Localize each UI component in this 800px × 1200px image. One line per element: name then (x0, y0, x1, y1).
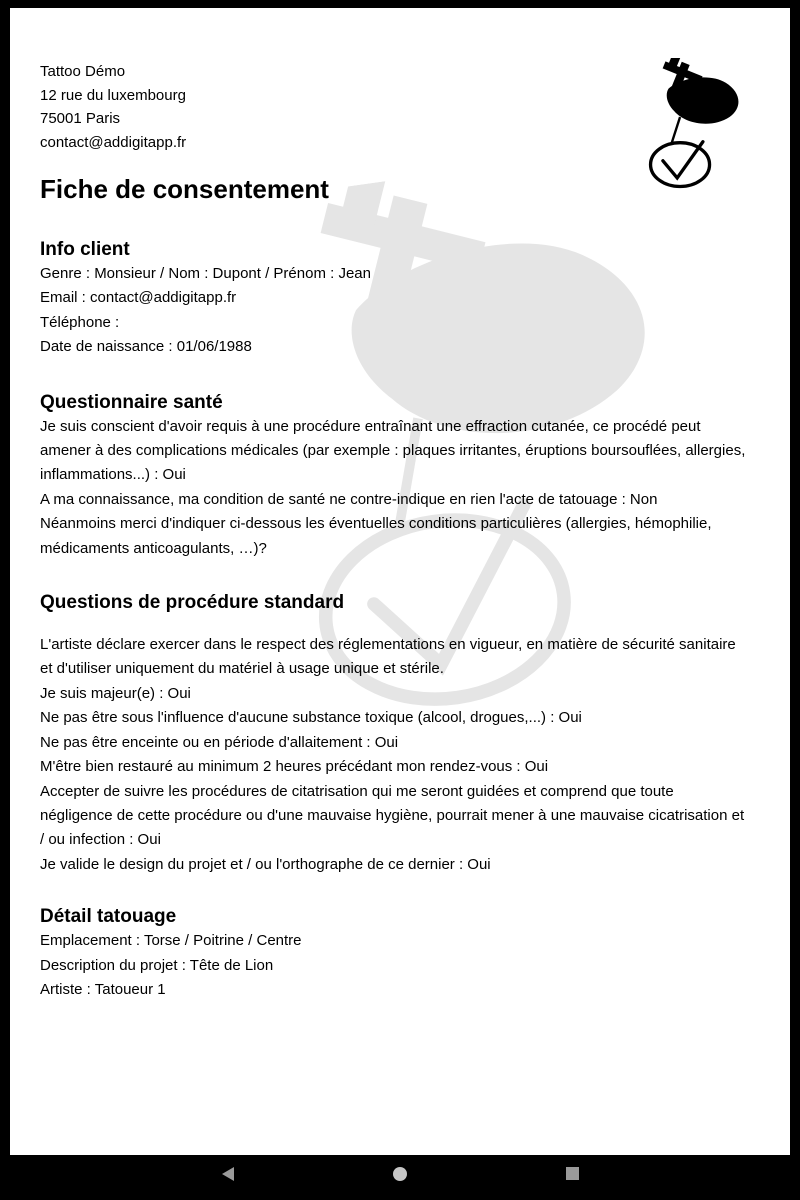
procedure-substance-toxique: Ne pas être sous l'influence d'aucune substance toxique (alcool, drogues,...) : Oui (40, 709, 582, 727)
health-statement-contre-indication: A ma connaissance, ma condition de santé ne contre-indique en rien l'acte de tatouage : Non (40, 490, 658, 508)
section-heading-questionnaire-sante: Questionnaire santé (40, 391, 223, 413)
client-identity-line: Genre : Monsieur / Nom : Dupont / Prénom : Jean (40, 265, 371, 282)
client-email-line: Email : contact@addigitapp.fr (40, 289, 237, 307)
shop-address-line1: 12 rue du luxembourg (40, 86, 186, 104)
section-heading-procedure-standard: Questions de procédure standard (40, 592, 345, 614)
back-button[interactable] (216, 1162, 240, 1186)
procedure-majeur: Je suis majeur(e) : Oui (40, 684, 191, 702)
section-heading-detail-tatouage: Détail tatouage (40, 906, 177, 928)
shop-email: contact@addigitapp.fr (40, 133, 187, 151)
client-phone-line: Téléphone : (40, 313, 120, 331)
recent-apps-button[interactable] (560, 1162, 584, 1186)
section-procedure-standard (40, 591, 750, 877)
procedure-enceinte: Ne pas être enceinte ou en période d'allaitement : Oui (40, 733, 399, 751)
section-heading-info-client: Info client (40, 239, 130, 260)
home-button[interactable] (388, 1162, 412, 1186)
detail-description: Description du projet : Tête de Lion (40, 956, 274, 974)
android-navbar (0, 1155, 800, 1200)
back-icon (221, 1166, 236, 1182)
document-page (10, 8, 790, 1155)
tattoo-machine-logo-icon (618, 58, 744, 196)
procedure-restaure: M'être bien restauré au minimum 2 heures précédant mon rendez-vous : Oui (40, 758, 549, 776)
section-detail-tatouage (40, 905, 750, 1002)
procedure-design-valide: Je valide le design du projet et / ou l'orthographe de ce dernier : Oui (40, 855, 491, 873)
detail-artiste: Artiste : Tatoueur 1 (40, 980, 166, 998)
section-info-client (40, 238, 750, 360)
procedure-intro: L'artiste déclare exercer dans le respect des réglementations en vigueur, en matière de sécurité sanitaire et d'utiliser uniquement du matériel à usage unique et stérile. (40, 636, 736, 678)
home-icon (392, 1166, 408, 1182)
health-statement-complications: Je suis conscient d'avoir requis à une procédure entraînant une effraction cutanée, ce procédé peut amener à des complications médicales (par exemple : plaques irritantes, éruptions boursouflées, allergies, inflammations...) : Oui (40, 417, 746, 484)
page-title: Fiche de consentement (40, 174, 329, 204)
shop-address-line2: 75001 Paris (40, 110, 121, 127)
procedure-cicatrisation: Accepter de suivre les procédures de citatrisation qui me seront guidées et comprend que toute négligence de cette procédure ou d'une mauvaise hygiène, pourrait mener à une mauvaise cicatrisation et / ou infection : Oui (40, 782, 745, 849)
section-questionnaire-sante (40, 391, 750, 561)
detail-emplacement: Emplacement : Torse / Poitrine / Centre (40, 932, 302, 950)
client-birthdate-line: Date de naissance : 01/06/1988 (40, 338, 252, 356)
health-statement-conditions-particulieres: Néanmoins merci d'indiquer ci-dessous les éventuelles conditions particulières (allergies, hémophilie, médicaments anticoagulants, …)? (40, 515, 712, 557)
shop-name: Tattoo Démo (40, 63, 126, 80)
recent-apps-icon (565, 1166, 580, 1181)
